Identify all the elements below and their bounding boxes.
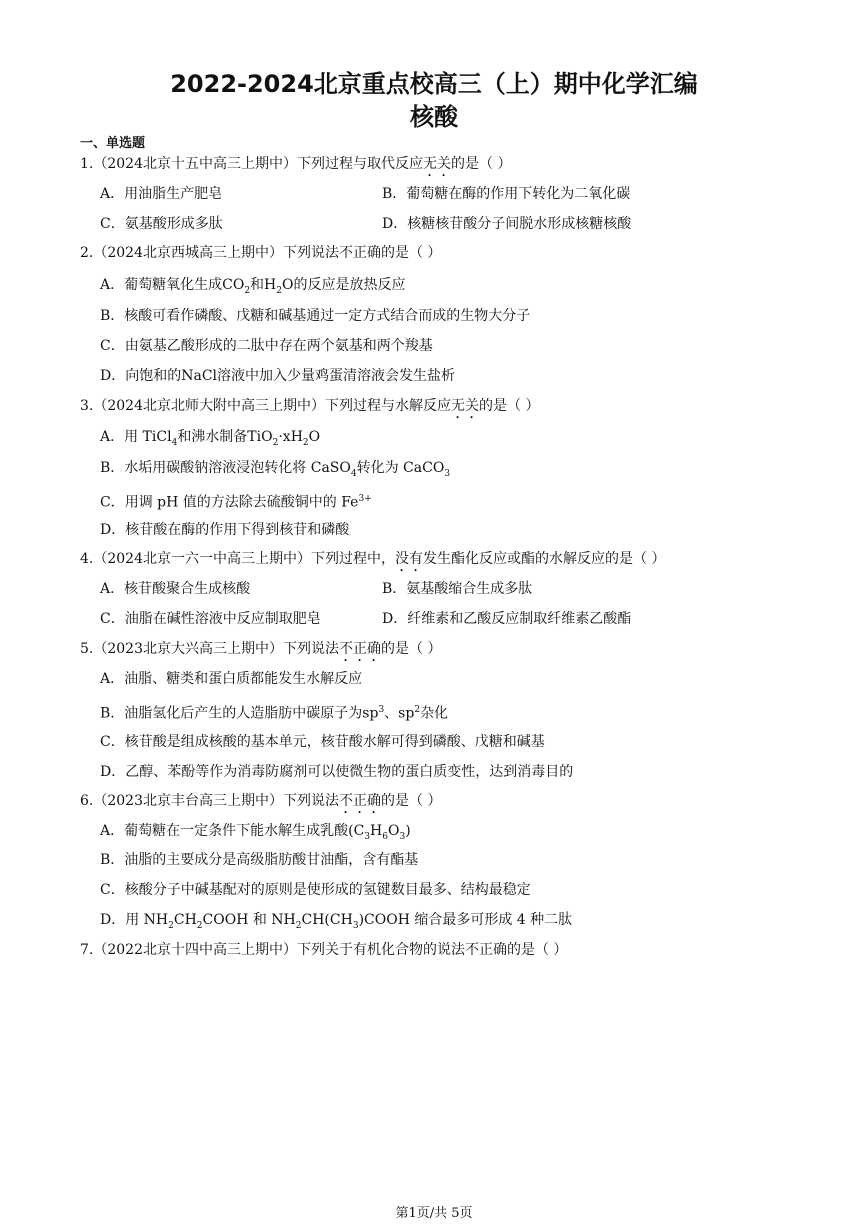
- question-6-stem: 6.（2023北京丰台高三上期中）下列说法不正确的是（ ）: [80, 793, 442, 809]
- page-title: 2022-2024北京重点校高三（上）期中化学汇编: [170, 70, 698, 98]
- question-4-stem: 4.（2024北京一六一中高三上期中）下列过程中，没有发生酯化反应或酯的水解反应的是（ ）: [80, 551, 666, 567]
- question-6-option-c: C．核酸分子中碱基配对的原则是使形成的氢键数目最多、结构最稳定: [100, 882, 531, 898]
- question-3-option-a: A．用 TiCl$_4$和沸水制备$TiO_2\cdot xH_2O$: [100, 429, 321, 448]
- question-5-option-a: A．油脂、糖类和蛋白质都能发生水解反应: [100, 671, 363, 687]
- question-3-option-c: C．用调 pH 值的方法除去硫酸铜中的 $Fe^{3+}$: [100, 494, 372, 511]
- page-subtitle: 核酸: [410, 103, 458, 131]
- question-1-option-d: D．核糖核苷酸分子间脱水形成核糖核酸: [382, 216, 632, 232]
- question-5-option-d: D．乙醇、苯酚等作为消毒防腐剂可以使微生物的蛋白质变性，达到消毒目的: [100, 764, 574, 780]
- question-4-option-b: B．氨基酸缩合生成多肽: [382, 581, 533, 597]
- question-1-option-c: C．氨基酸形成多肽: [100, 216, 223, 232]
- question-1-option-a: A．用油脂生产肥皂: [100, 186, 223, 202]
- question-6-option-d: D．用 $NH_2CH_2COOH$ 和 $NH_2CH(CH_3)COOH$ 缩合最多可形成 4 种二肽: [100, 912, 573, 931]
- question-5-option-c: C．核苷酸是组成核酸的基本单元，核苷酸水解可得到磷酸、戊糖和碱基: [100, 734, 545, 750]
- page-footer: 第1页/共 5页: [395, 1206, 473, 1221]
- question-3-option-d: D．核苷酸在酶的作用下得到核苷和磷酸: [100, 522, 350, 538]
- question-5-stem: 5.（2023北京大兴高三上期中）下列说法不正确的是（ ）: [80, 641, 442, 657]
- question-3-stem: 3.（2024北京北师大附中高三上期中）下列过程与水解反应无关的是（ ）: [80, 398, 540, 414]
- question-2-option-b: B．核酸可看作磷酸、戊糖和碱基通过一定方式结合而成的生物大分子: [100, 308, 531, 324]
- question-7-stem: 7.（2022北京十四中高三上期中）下列关于有机化合物的说法不正确的是（ ）: [80, 942, 568, 958]
- question-4-option-d: D．纤维素和乙酸反应制取纤维素乙酸酯: [382, 611, 632, 627]
- question-6-option-b: B．油脂的主要成分是高级脂肪酸甘油酯，含有酯基: [100, 852, 419, 868]
- question-2-option-a: A．葡萄糖氧化生成$CO_2$和$H_2O$的反应是放热反应: [100, 277, 406, 296]
- question-2-option-d: D．向饱和的NaCl溶液中加入少量鸡蛋清溶液会发生盐析: [100, 368, 456, 384]
- question-3-option-b: B．水垢用碳酸钠溶液浸泡转化将 CaSO$_4$转化为 CaCO$_3$: [100, 460, 451, 479]
- question-4-option-a: A．核苷酸聚合生成核酸: [100, 581, 251, 597]
- question-1-stem: 1.（2024北京十五中高三上期中）下列过程与取代反应无关的是（ ）: [80, 156, 512, 172]
- question-6-option-a: A．葡萄糖在一定条件下能水解生成乳酸$(C_3H_6O_3)$: [100, 823, 411, 842]
- question-1-option-b: B．葡萄糖在酶的作用下转化为二氧化碳: [382, 186, 631, 202]
- question-4-option-c: C．油脂在碱性溶液中反应制取肥皂: [100, 611, 321, 627]
- question-5-option-b: B．油脂氢化后产生的人造脂肪中碳原子为$sp^3$、$sp^2$杂化: [100, 705, 449, 722]
- question-2-stem: 2.（2024北京西城高三上期中）下列说法不正确的是（ ）: [80, 245, 442, 261]
- section-heading: 一、单选题: [80, 136, 146, 151]
- question-2-option-c: C．由氨基乙酸形成的二肽中存在两个氨基和两个羧基: [100, 338, 433, 354]
